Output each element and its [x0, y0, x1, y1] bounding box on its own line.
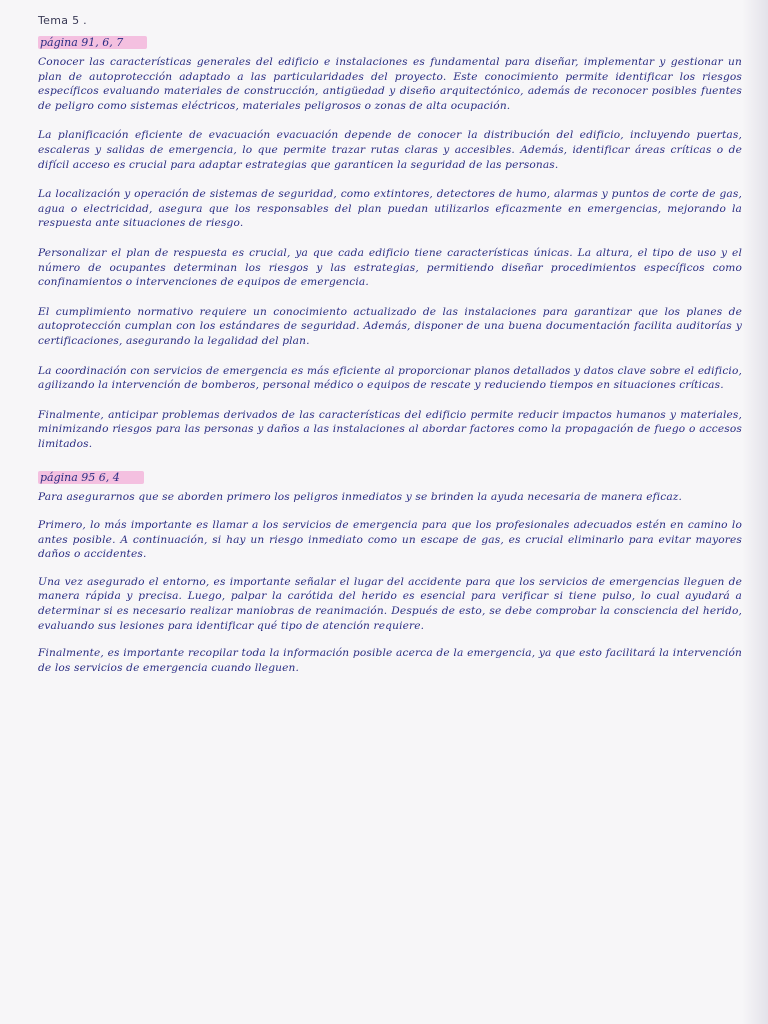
section-pagina-95	[38, 466, 742, 675]
paragraph: La coordinación con servicios de emergencia es más eficiente al proporcionar planos detallados y datos clave sobre el edificio, agilizando la intervención de bomberos, personal médico o equipos de rescate y reduciendo tiempos en situaciones críticas.	[38, 364, 742, 392]
paragraph: Conocer las características generales del edificio e instalaciones es fundamental para diseñar, implementar y gestionar un plan de autoprotección adaptado a las particularidades del proyecto. Este conocimiento permite identificar los riesgos específicos evaluando materiales de construcción, antigüedad y diseño arquitectónico, además de reconocer posibles fuentes de peligro como sistemas eléctricos, materiales peligrosos o zonas de alta ocupación.	[38, 56, 742, 112]
section-label-highlighted: página 95 6, 4	[38, 471, 144, 484]
topic-heading: Tema 5 .	[38, 14, 87, 27]
paragraph: Una vez asegurado el entorno, es importante señalar el lugar del accidente para que los servicios de emergencias lleguen de manera rápida y precisa. Luego, palpar la carótida del herido es esencial para verificar si tiene pulso, lo cual ayudará a determinar si es necesario realizar maniobras de reanimación. Después de esto, se debe comprobar la consciencia del herido, evaluando sus lesiones para identificar qué tipo de atención requiere.	[38, 575, 742, 632]
paragraph: La planificación eficiente de evacuación evacuación depende de conocer la distribución del edificio, incluyendo puertas, escaleras y salidas de emergencia, lo que permite trazar rutas claras y accesibles. Además, identificar áreas críticas o de difícil acceso es crucial para adaptar estrategias que garanticen la seguridad de las personas.	[38, 129, 742, 171]
paragraph: Finalmente, anticipar problemas derivados de las características del edificio permite reducir impactos humanos y materiales, minimizando riesgos para las personas y daños a las instalaciones al abordar factores como la propagación de fuego o accesos limitados.	[38, 408, 742, 450]
paragraph: La localización y operación de sistemas de seguridad, como extintores, detectores de humo, alarmas y puntos de corte de gas, agua o electricidad, asegura que los responsables del plan puedan utilizarlos eficazmente en emergencias, mejorando la respuesta ante situaciones de riesgo.	[38, 188, 742, 230]
section-label-highlighted: página 91, 6, 7	[38, 36, 147, 49]
paragraph: Para asegurarnos que se aborden primero los peligros inmediatos y se brinden la ayuda necesaria de manera eficaz.	[38, 491, 683, 504]
paragraph: El cumplimiento normativo requiere un conocimiento actualizado de las instalaciones para garantizar que los planes de autoprotección cumplan con los estándares de seguridad. Además, disponer de una buena documentación facilita auditorías y certificaciones, asegurando la legalidad del plan.	[38, 305, 742, 347]
paragraph: Personalizar el plan de respuesta es crucial, ya que cada edificio tiene características únicas. La altura, el tipo de uso y el número de ocupantes determinan los riesgos y las estrategias, permitiendo diseñar procedimientos específicos como confinamientos o intervenciones de equipos de emergencia.	[38, 246, 742, 289]
page-edge-shadow	[742, 0, 768, 1024]
paragraph: Primero, lo más importante es llamar a los servicios de emergencia para que los profesionales adecuados estén en camino lo antes posible. A continuación, si hay un riesgo inmediato como un escape de gas, es crucial eliminarlo para evitar mayores daños o accidentes.	[38, 519, 742, 561]
section-pagina-91	[38, 31, 742, 451]
paragraph: Finalmente, es importante recopilar toda la información posible acerca de la emergencia, ya que esto facilitará la intervención de los servicios de emergencia cuando lleguen.	[38, 647, 742, 674]
